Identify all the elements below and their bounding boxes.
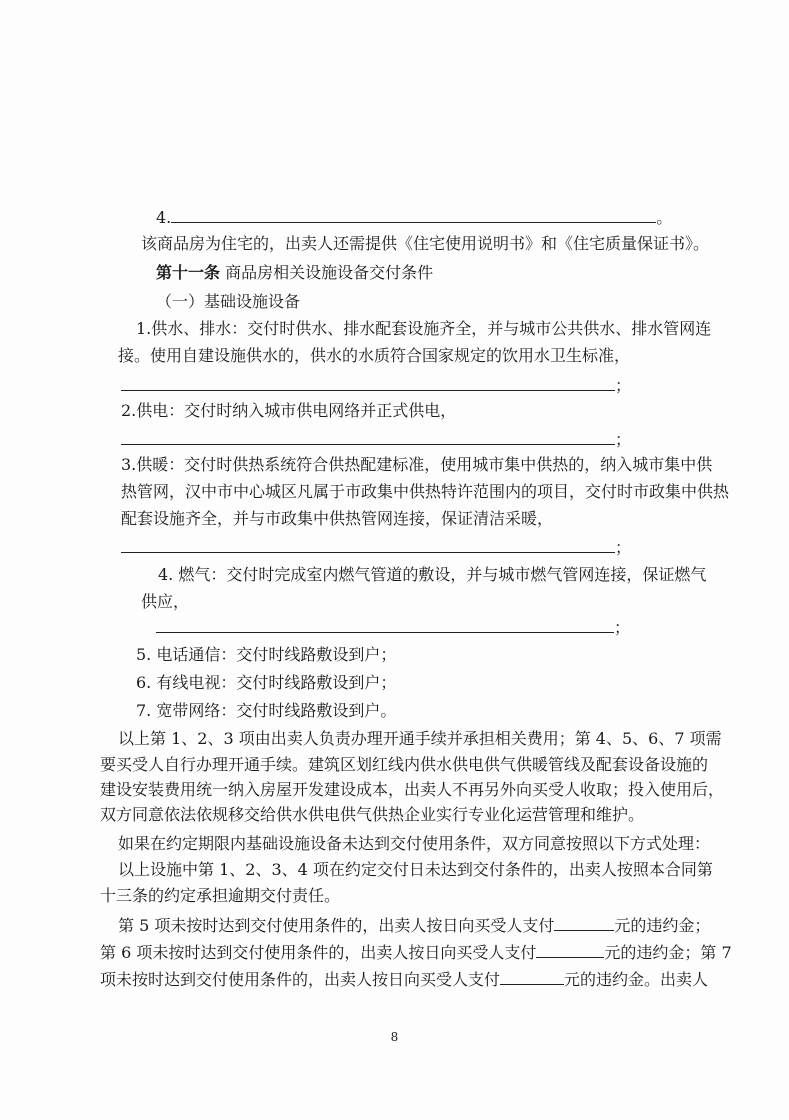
broadband-item: 7. 宽带网络：交付时线路敷设到户。: [136, 701, 397, 720]
water-blank: [121, 374, 615, 391]
gas-line-1: 4. 燃气：交付时完成室内燃气管道的敷设，并与城市燃气管网连接，保证燃气: [158, 565, 707, 584]
penalty-item5-blank: [554, 914, 614, 931]
gas-line-2: 供应，: [141, 592, 190, 611]
penalty-item7-text: 项未按时达到交付使用条件的，出卖人按日向买受人支付: [100, 970, 501, 989]
page-number: 8: [390, 1030, 399, 1044]
penalty-item7-suffix: 元的违约金。出卖人: [564, 970, 709, 989]
penalty-item5-suffix: 元的违约金；: [614, 916, 711, 935]
article11-title: 商品房相关设施设备交付条件: [225, 263, 434, 282]
gas-blank-line: [156, 616, 630, 638]
phone-item: 5. 电话通信：交付时线路敷设到户；: [136, 645, 397, 664]
item4-end: 。: [656, 208, 673, 227]
heating-line-2: 热管网，汉中市中心城区凡属于市政集中供热特许范围内的项目，交付时市政集中供热: [121, 482, 730, 501]
overdue-intro: 如果在约定期限内基础设施设备未达到交付使用条件，双方同意按照以下方式处理：: [118, 834, 711, 853]
residential-note: 该商品房为住宅的，出卖人还需提供《住宅使用说明书》和《住宅质量保证书》。: [141, 234, 710, 253]
section-basic-facilities: （一）基础设施设备: [156, 292, 301, 311]
gas-blank-end: ；: [614, 618, 631, 637]
power-blank: [121, 428, 615, 445]
power-blank-line: [121, 428, 631, 450]
power-blank-end: ；: [615, 430, 632, 449]
cable-tv-item: 6. 有线电视：交付时线路敷设到户；: [136, 673, 397, 692]
heating-line-3: 配套设施齐全，并与市政集中供热管网连接，保证清洁采暖，: [121, 509, 554, 528]
penalty-line-3: [100, 968, 708, 990]
heating-blank-end: ；: [615, 538, 632, 557]
water-blank-line: [121, 374, 631, 396]
gas-blank: [156, 616, 614, 633]
water-line-2: 接。使用自建设施供水的，供水的水质符合国家规定的饮用水卫生标准，: [118, 346, 631, 365]
penalty-item5-text: 第 5 项未按时达到交付使用条件的，出卖人按日向买受人支付: [118, 916, 555, 935]
power-line-1: 2.供电：交付时纳入城市供电网络并正式供电，: [121, 401, 457, 420]
penalty-line-2: [100, 941, 732, 963]
article11-label: 第十一条: [156, 263, 221, 282]
item4-line: [156, 206, 672, 228]
overdue-item-line-1: 以上设施中第 1、2、3、4 项在约定交付日未达到交付条件的，出卖人按照本合同第: [118, 860, 713, 879]
article11-heading: [156, 263, 433, 283]
responsibility-line-4: 双方同意依法依规移交给供水供电供气供热企业实行专业化运营管理和维护。: [100, 805, 645, 824]
item4-prefix: 4.: [156, 208, 172, 227]
responsibility-line-2: 要买受人自行办理开通手续。建筑区划红线内供水供电供气供暖管线及配套设备设施的: [100, 755, 709, 774]
overdue-item-line-2: 十三条的约定承担逾期交付责任。: [100, 886, 341, 905]
responsibility-line-3: 建设安装费用统一纳入房屋开发建设成本，出卖人不再另外向买受人收取；投入使用后，: [100, 780, 725, 799]
penalty-item6-text: 第 6 项未按时达到交付使用条件的，出卖人按日向买受人支付: [100, 943, 537, 962]
water-line-1: 1.供水、排水：交付时供水、排水配套设施齐全，并与城市公共供水、排水管网连: [136, 319, 712, 338]
item4-blank: [171, 206, 656, 223]
penalty-item6-blank: [536, 941, 604, 958]
heating-line-1: 3.供暖：交付时供热系统符合供热配建标准，使用城市集中供热的，纳入城市集中供: [121, 455, 713, 474]
penalty-item7-blank: [500, 968, 564, 985]
water-blank-end: ；: [615, 376, 632, 395]
heating-blank-line: [121, 536, 631, 558]
heating-blank: [121, 536, 615, 553]
responsibility-line-1: 以上第 1、2、3 项由出卖人负责办理开通手续并承担相关费用；第 4、5、6、7 项需: [118, 729, 722, 748]
penalty-line-1: [118, 914, 710, 936]
penalty-item6-suffix: 元的违约金；第 7: [604, 943, 732, 962]
